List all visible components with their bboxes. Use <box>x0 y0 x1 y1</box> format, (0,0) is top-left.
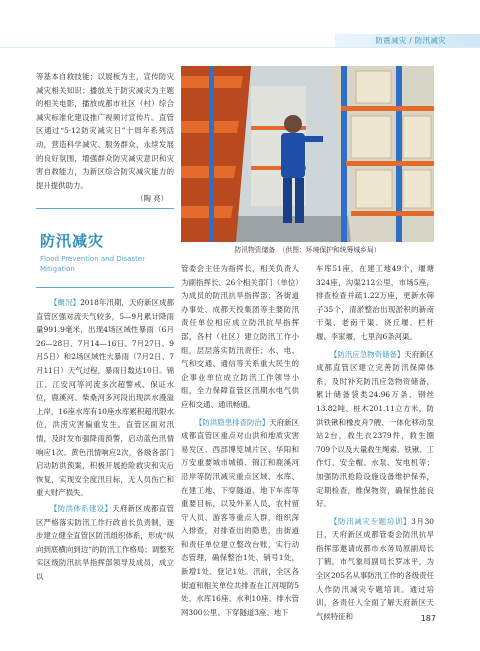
supplies-paragraph <box>316 348 434 511</box>
section-heading <box>36 208 174 288</box>
training-text: 3月30日，天府新区成都管委会防汛抗旱指挥部邀请成都市水务局原副局长丁鹤，市气象局副局长罗冰平，为全区205名从事防汛工作的各级责任人作防汛减灾专题培训。通过培训，各责任人全面了解天府新区天气候特征和 <box>316 516 434 621</box>
section-rule-top <box>36 208 174 209</box>
hazard-paragraph <box>181 416 299 620</box>
hazard-tag: 【防洪隐患排查防治】 <box>195 417 270 427</box>
header-section-label: 防震减灾 / 防汛减灾 <box>375 36 446 45</box>
header-divider <box>0 47 480 48</box>
section-subtitle: Flood Prevention and Disaster Mitigation <box>40 255 146 273</box>
training-tag: 【防汛减灾专题培训】 <box>330 516 412 526</box>
column-3-body <box>316 262 434 623</box>
flood-system-text: 天府新区成都直管区严格落实防汛工作行政首长负责制，逐步建立健全直管区防汛组织体系，形成“纵向到底横向到边”的防汛工作格局；调整充实区级防汛抗旱指挥部领导及成员，成立以 <box>36 503 174 581</box>
photo-caption: 防汛物资储备 （供图：环境保护和统筹城乡局） <box>234 246 381 254</box>
flood-system-tag: 【防洪体系建设】 <box>50 503 113 513</box>
section-title: 防汛减灾 <box>40 232 105 250</box>
warehouse-illustration <box>181 66 434 242</box>
hazard-text: 天府新区成都直管区重点对山洪和地质灾害易发区、西部博览城片区、华阳和万安重要城市城镇、锦江和鹿溪河沿岸等防汛减灾重点区域、水库、在建工地、下穿隧道、地下车库等重要目标，以及外来人员、农村留守人员、游客等重点人群，组织深入排查，对排查出的隐患，由街道和责任单位建立整改台账，实行动态管理，确保整治1处、销号1处，新增1处、登记1处。汛前，全区各街道和相关单位共排查在江河堤防5处、水库16座、水利10座、排水管网300公里、下穿隧道3座、地下 <box>181 417 299 617</box>
supplies-tag: 【防汛应急物资储备】 <box>330 349 405 359</box>
training-paragraph <box>316 515 434 624</box>
overview-tag: 【概况】 <box>50 298 81 307</box>
overview-text: 2018年汛期，天府新区成都直管区强对流天气较多，5—9月累计降雨量991.9毫米，出现4场区域性暴雨（6月26—28日、7月14—16日、7月27日、9月5日）和2场区域性大暴雨（7月2日、7月11日）天气过程，暴雨日数达10日。锦江、江安河等河流多次超警戒、保证水位，鹿溪河、柴桑河多河段出现洪水漫溢上岸，16座水库有10座水库累积超汛限水位，洪涝灾害偏重发生。直管区面对汛情，及时发布强降雨预警，启动蓝色汛情响应1次、黄色汛情响应2次，各级各部门启动防洪预案，积极开展抢险救灾和灾后恢复，实现安全度汛目标，无人员伤亡和重大财产损失。 <box>36 298 174 498</box>
overview-paragraph <box>36 296 174 500</box>
column-2-body <box>181 262 299 619</box>
flood-system-paragraph <box>36 502 174 584</box>
page-number: 187 <box>420 614 436 623</box>
command-structure-paragraph: 管委会主任为指挥长，相关负责人为副指挥长、26个相关部门（单位）为成员的防汛抗旱指挥部；各街道办事处、成都天投集团等主要防汛责任单位相应成立防汛抗旱指挥部，各村（社区）建立防汛工作小组，层层落实防汛责任；水、电、气和交通、通信等关系重大民生的企事业单位成立防汛工作领导小组，全力保障直管区汛期水电气供应和交通、通讯畅通。 <box>181 264 299 409</box>
section-rule-bottom <box>36 287 174 288</box>
column-1-top <box>36 70 174 206</box>
column-1-body <box>36 296 174 583</box>
page-header <box>0 0 480 48</box>
intro-paragraph: 等基本自救技能；以展板为主，宣传防灾减灾相关知识；播放关于防灾减灾为主题的相关电影，播放成都市社区（村）综合减灾标准化建设推广视频讨宣传片。直管区通过“5·12防灾减灾日”十周年系列活动，营造科学减灾、服务群众、永续发展的良好氛围，增强群众防灾减灾意识和灾害自救能力，为新区综合防灾减灾能力的提升提供助力。 <box>36 72 174 190</box>
warehouse-photo <box>181 66 434 242</box>
supplies-text: 天府新区成都直管区建立完善防汛保障体系，及时补充防汛应急物资储备，累计储备袋类24.96万条、钢丝13.82吨、桩木201.11立方米，防洪铁锹和橡皮舟7艘、一体化移动泵站2台，救生衣2379件，救生圈709个以及大量救生绳索、铁锹、工作灯、安全帽、水泵、发电机等；加强防汛抢险设施设备维护保养，定期检查，维保物资，确保性能良好。 <box>316 349 434 509</box>
inspection-paragraph: 车库51座，在建工地49个，堰塘324座，沟渠212公里，市场5座，排查检查并疏1.22万座，更新水筛子35个，清淤整治出现淤积的新南干渠、老南干渠、浇丘堰、栏杆堰、李家堰、七里沟6条河渠。 <box>316 264 434 341</box>
author-signature: （陶 亮） <box>136 194 168 204</box>
